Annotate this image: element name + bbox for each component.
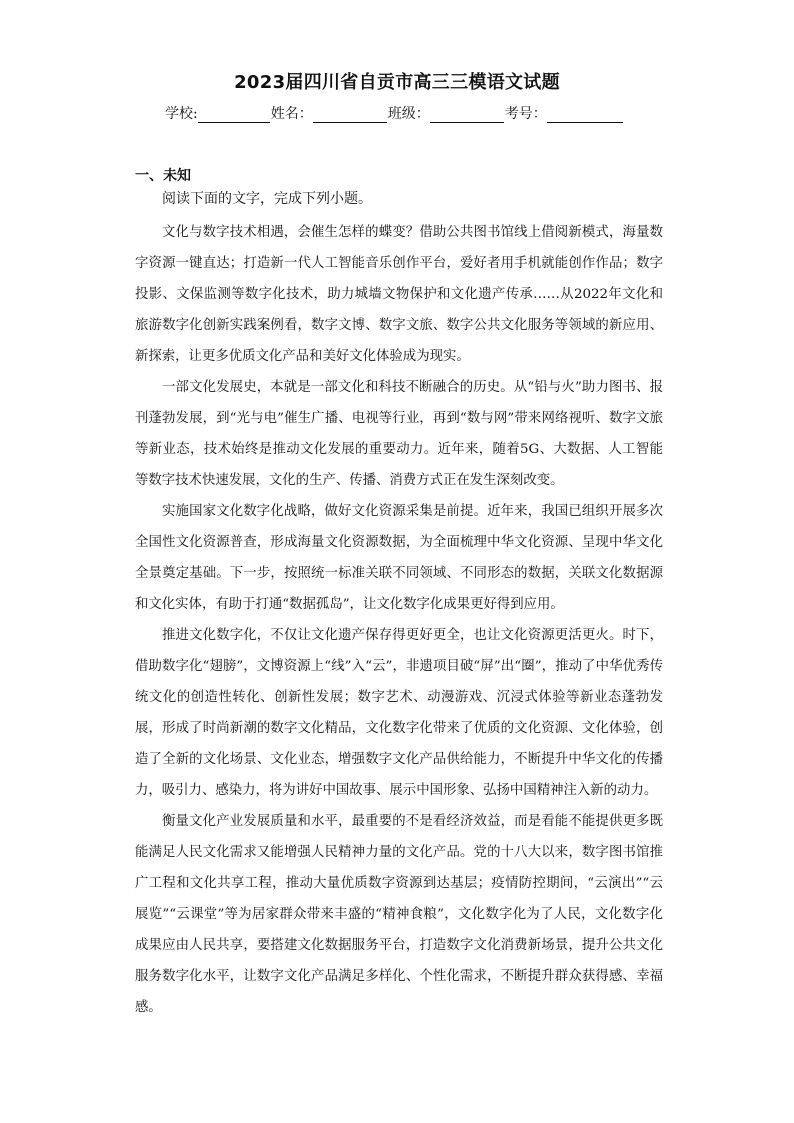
- reading-passage: [135, 217, 663, 1023]
- section-heading: 一、未知: [135, 168, 191, 184]
- passage-paragraph: 实施国家文化数字化战略，做好文化资源采集是前提。近年来，我国已组织开展多次全国性文化资源普查，形成海量文化资源数据，为全面梳理中华文化资源、呈现中华文化全景奠定基础。下一步，按照统一标准关联不同领域、不同形态的数据，关联文化数据源和文化实体，有助于打通“数据孤岛”，让文化数字化成果更好得到应用。: [135, 504, 663, 612]
- exam-title: 2023届四川省自贡市高三三模语文试题: [234, 72, 560, 93]
- class-blank[interactable]: [430, 108, 504, 123]
- name-label: 姓名：: [270, 106, 313, 122]
- passage-paragraph: 文化与数字技术相遇，会催生怎样的蝶变？借助公共图书馆线上借阅新模式，海量数字资源一键直达；打造新一代人工智能音乐创作平台，爱好者用手机就能创作作品；数字投影、文保监测等数字化技术，助力城墙文物保护和文化遗产传承……从2022年文化和旅游数字化创新实践案例看，数字文博、数字文旅、数字公共文化服务等领域的新应用、新探索，让更多优质文化产品和美好文化体验成为现实。: [135, 225, 663, 364]
- section-instruction: 阅读下面的文字，完成下列小题。: [162, 191, 372, 207]
- school-blank[interactable]: [198, 108, 270, 123]
- school-label: 学校:: [165, 106, 198, 122]
- class-label: 班级：: [387, 106, 430, 122]
- passage-paragraph: 推进文化数字化，不仅让文化遗产保存得更好更全，也让文化资源更活更火。时下，借助数字化“翅膀”，文博资源上“线”入“云”，非遗项目破“屏”出“圈”，推动了中华优秀传统文化的创造性转化、创新性发展；数字艺术、动漫游戏、沉浸式体验等新业态蓬勃发展，形成了时尚新潮的数字文化精品，文化数字化带来了优质的文化资源、文化体验，创造了全新的文化场景、文化业态，增强数字文化产品供给能力，不断提升中华文化的传播力，吸引力、感染力，将为讲好中国故事、展示中国形象、弘扬中国精神注入新的动力。: [135, 628, 663, 798]
- passage-paragraph: 一部文化发展史，本就是一部文化和科技不断融合的历史。从“铅与火”助力图书、报刊蓬勃发展，到“光与电”催生广播、电视等行业，再到“数与网”带来网络视听、数字文旅等新业态，技术始终是推动文化发展的重要动力。近年来，随着5G、大数据、人工智能等数字技术快速发展，文化的生产、传播、消费方式正在发生深刻改变。: [135, 380, 663, 488]
- exam-number-label: 考号：: [504, 106, 547, 122]
- name-blank[interactable]: [313, 108, 387, 123]
- exam-number-blank[interactable]: [547, 108, 623, 123]
- passage-paragraph: 衡量文化产业发展质量和水平，最重要的不是看经济效益，而是看能不能提供更多既能满足人民文化需求又能增强人民精神力量的文化产品。党的十八大以来，数字图书馆推广工程和文化共享工程，推动大量优质数字资源到达基层；疫情防控期间，“云演出”“云展览”“云课堂”等为居家群众带来丰盛的“精神食粮”，文化数字化为了人民，文化数字化成果应由人民共享，要搭建文化数据服务平台，打造数字文化消费新场景，提升公共文化服务数字化水平，让数字文化产品满足多样化、个性化需求，不断提升群众获得感、幸福感。: [135, 814, 663, 1015]
- student-info-row: [165, 103, 624, 123]
